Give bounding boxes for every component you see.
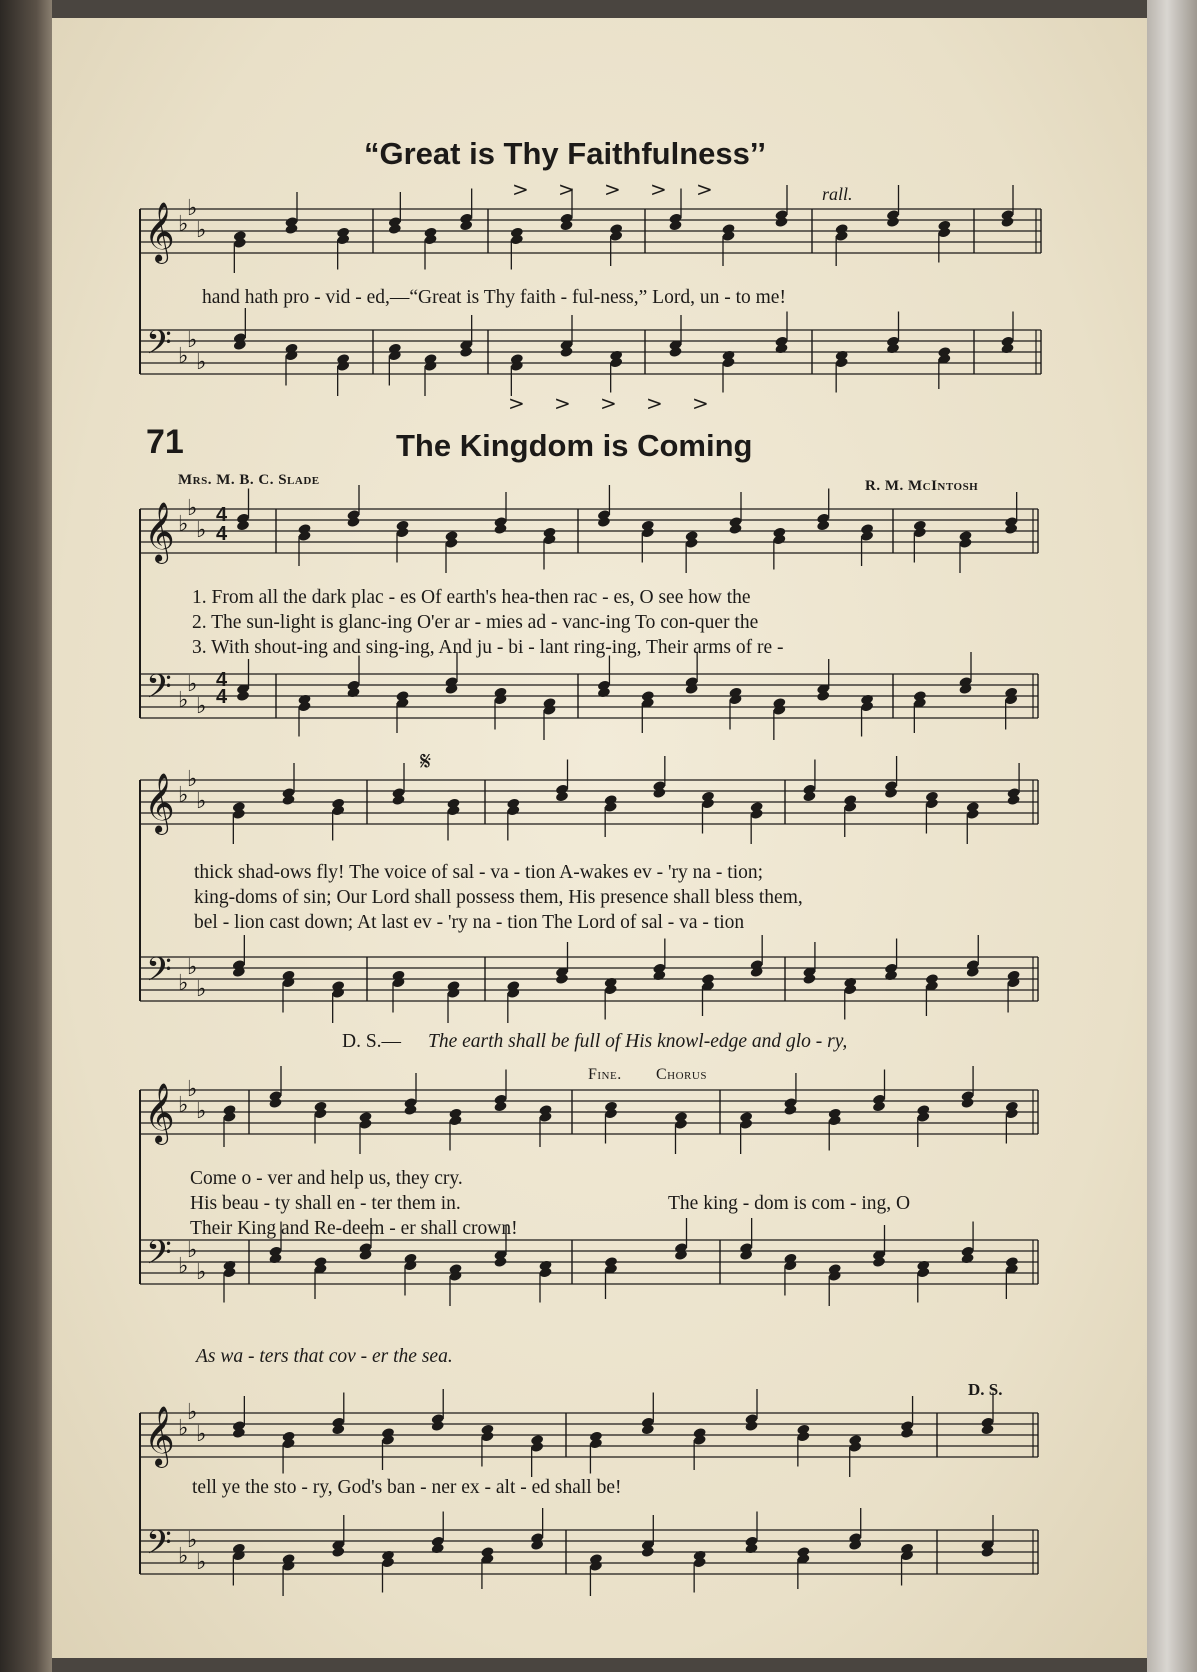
flat-sign: ♭ <box>196 218 207 243</box>
rall-marking: rall. <box>822 184 853 204</box>
flat-sign: ♭ <box>187 196 198 221</box>
flat-sign: ♭ <box>196 1422 207 1447</box>
system-2-treble-clef: 𝄞 <box>144 773 175 833</box>
flat-sign: ♭ <box>196 1099 207 1124</box>
ds-lyric-2: As wa - ters that cov - er the sea. <box>196 1346 453 1367</box>
verse-3-line-2: bel - lion cast down; At last ev - 'ry na - tion The Lord of sal - va - tion <box>194 912 745 933</box>
flat-sign: ♭ <box>196 1260 207 1285</box>
flat-sign: ♭ <box>178 688 189 713</box>
flat-sign: ♭ <box>187 672 198 697</box>
system-1-bass-staff <box>140 674 1038 718</box>
accent-mark: > <box>604 177 621 201</box>
flat-sign: ♭ <box>187 496 198 521</box>
flat-sign: ♭ <box>196 977 207 1002</box>
chorus-marking: Chorus <box>656 1066 707 1083</box>
accent-mark: > <box>696 177 713 201</box>
verse-1-line-2: thick shad-ows fly! The voice of sal - va - tion A-wakes ev - 'ry na - tion; <box>194 862 764 883</box>
prev-system-treble-clef: 𝄞 <box>144 202 175 262</box>
ds-lyric-1: The earth shall be full of His knowl-edge and glo - ry, <box>428 1031 848 1052</box>
flat-sign: ♭ <box>178 344 189 369</box>
system-1-treble-clef: 𝄞 <box>144 502 175 562</box>
system-2-bass-staff <box>140 957 1038 1001</box>
hymn-title: The Kingdom is Coming <box>396 428 753 463</box>
flat-sign: ♭ <box>196 694 207 719</box>
flat-sign: ♭ <box>178 212 189 237</box>
system-2-bass-clef: 𝄢 <box>146 951 172 997</box>
flat-sign: ♭ <box>178 1416 189 1441</box>
hymn-number: 71 <box>146 423 184 461</box>
prev-hymn-lyric: hand hath pro - vid - ed,—“Great is Thy faith - ful-ness,” Lord, un - to me! <box>202 287 786 308</box>
flat-sign: ♭ <box>178 971 189 996</box>
accent-mark: > <box>600 391 617 415</box>
prev-system-treble-staff <box>140 209 1041 253</box>
prev-system-bass-clef: 𝄢 <box>146 324 172 370</box>
flat-sign: ♭ <box>187 955 198 980</box>
words-credit: Mrs. M. B. C. Slade <box>178 472 320 488</box>
flat-sign: ♭ <box>187 1400 198 1425</box>
verse-2-line-3: His beau - ty shall en - ter them in. <box>190 1193 461 1214</box>
accent-mark: > <box>650 177 667 201</box>
time-signature: 4 <box>216 504 228 526</box>
system-1-bass-clef: 𝄢 <box>146 668 172 714</box>
chorus-line-1: The king - dom is com - ing, O <box>668 1193 911 1214</box>
flat-sign: ♭ <box>178 783 189 808</box>
verse-3-line-3: Their King and Re-deem - er shall crown! <box>190 1218 518 1239</box>
flat-sign: ♭ <box>187 1528 198 1553</box>
verse-1-line-3: Come o - ver and help us, they cry. <box>190 1168 463 1189</box>
system-2-treble-staff <box>140 780 1038 824</box>
time-signature: 4 <box>216 523 228 545</box>
chorus-line-2: tell ye the sto - ry, God's ban - ner ex - alt - ed shall be! <box>192 1477 622 1498</box>
flat-sign: ♭ <box>178 1093 189 1118</box>
system-4-bass-clef: 𝄢 <box>146 1524 172 1570</box>
system-3-treble-clef: 𝄞 <box>144 1083 175 1143</box>
time-signature: 4 <box>216 669 228 691</box>
verse-1-line-1: 1. From all the dark plac - es Of earth's hea-then rac - es, O see how the <box>192 587 751 608</box>
time-signature: 4 <box>216 686 228 708</box>
prev-hymn-title: “Great is Thy Faithfulness’’ <box>364 136 766 171</box>
flat-sign: ♭ <box>178 1254 189 1279</box>
flat-sign: ♭ <box>187 1238 198 1263</box>
accent-mark: > <box>554 391 571 415</box>
accent-mark: > <box>512 177 529 201</box>
ds-mark: D. S. <box>968 1380 1003 1399</box>
flat-sign: ♭ <box>178 1544 189 1569</box>
accent-mark: > <box>692 391 709 415</box>
flat-sign: ♭ <box>187 328 198 353</box>
flat-sign: ♭ <box>196 518 207 543</box>
flat-sign: ♭ <box>187 767 198 792</box>
system-4-treble-clef: 𝄞 <box>144 1406 175 1466</box>
fine-marking: Fine. <box>588 1066 622 1083</box>
verse-3-line-1: 3. With shout-ing and sing-ing, And ju - bi - lant ring-ing, Their arms of re - <box>192 637 784 658</box>
ds-prefix: D. S.— <box>342 1031 402 1052</box>
music-credit: R. M. McIntosh <box>865 478 979 494</box>
system-1-treble-staff <box>140 509 1038 553</box>
segno-sign: 𝄋 <box>420 747 432 777</box>
accent-mark: > <box>646 391 663 415</box>
prev-system-bass-staff <box>140 330 1041 374</box>
flat-sign: ♭ <box>196 1550 207 1575</box>
system-3-bass-clef: 𝄢 <box>146 1234 172 1280</box>
verse-2-line-2: king-doms of sin; Our Lord shall possess them, His presence shall bless them, <box>194 887 803 908</box>
accent-mark: > <box>508 391 525 415</box>
accent-mark: > <box>558 177 575 201</box>
flat-sign: ♭ <box>196 350 207 375</box>
flat-sign: ♭ <box>178 512 189 537</box>
flat-sign: ♭ <box>187 1077 198 1102</box>
verse-2-line-1: 2. The sun-light is glanc-ing O'er ar - mies ad - vanc-ing To con-quer the <box>192 612 759 633</box>
flat-sign: ♭ <box>196 789 207 814</box>
